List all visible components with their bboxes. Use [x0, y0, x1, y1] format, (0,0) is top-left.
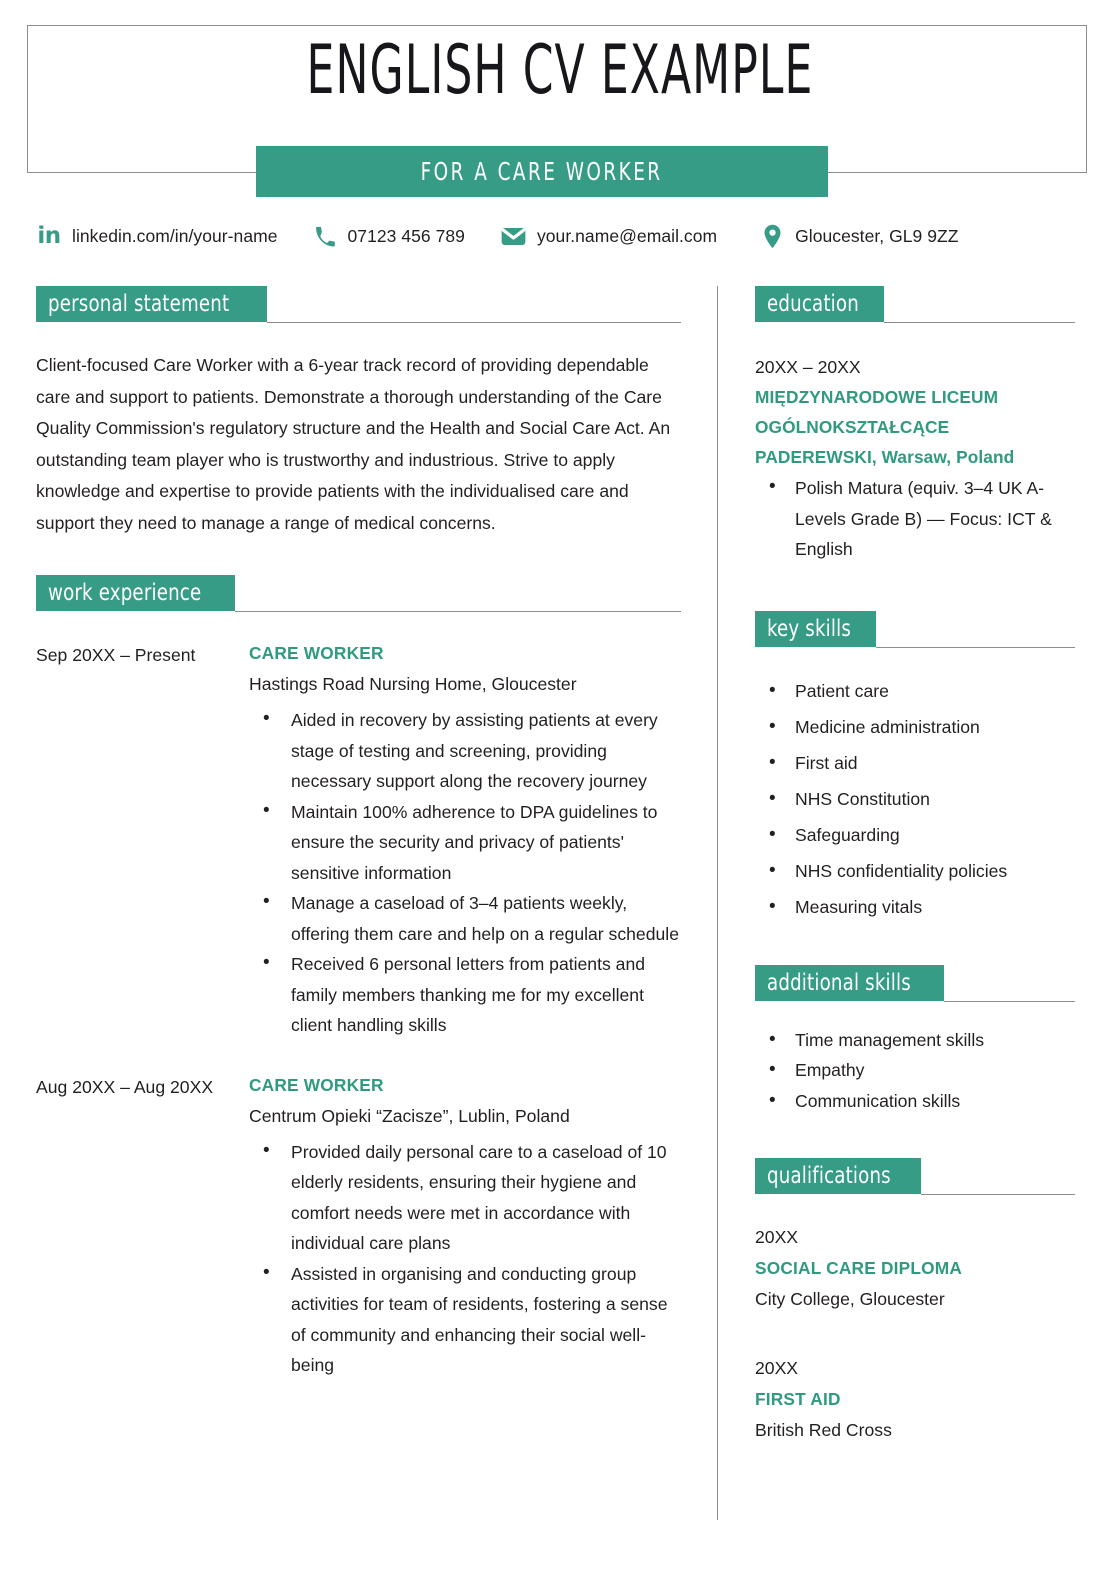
education-years: 20XX – 20XX	[755, 357, 861, 377]
section-title: qualifications	[767, 1163, 891, 1189]
qualification-year: 20XX	[755, 1358, 799, 1378]
job-employer: Hastings Road Nursing Home, Gloucester	[249, 674, 577, 694]
job-title: CARE WORKER	[249, 643, 384, 663]
job-bullet: • Maintain 100% adherence to DPA guidelines to ensure the security and privacy of patients' sensitive information	[249, 797, 681, 889]
education-entry	[755, 352, 1075, 565]
personal-statement-body: Client-focused Care Worker with a 6-year track record of providing dependable care and support to patients. Demonstrate a thorough understanding of the Care Quality Commission's regulatory structure and the Health and Social Care Act. An outstanding team player who is trustworthy and industrious. Strive to apply knowledge and expertise to provide patients with the individualised care and support they need to manage a range of medical concerns.	[36, 355, 671, 533]
contact-linkedin[interactable]	[36, 223, 278, 249]
key-skill-item: • Measuring vitals	[755, 889, 1075, 925]
contact-phone[interactable]	[312, 223, 465, 249]
section-qualifications-heading	[755, 1158, 1075, 1196]
key-skill-item: • Patient care	[755, 673, 1075, 709]
section-tag	[755, 611, 876, 647]
education-school: MIĘDZYNARODOWE LICEUM OGÓLNOKSZTAŁCĄCE PADEREWSKI, Warsaw, Poland	[755, 387, 1015, 467]
job-bullet: • Assisted in organising and conducting group activities for team of residents, fostering a sense of community and enhancing their social well-being	[249, 1259, 681, 1381]
job-employer: Centrum Opieki “Zacisze”, Lublin, Poland	[249, 1105, 570, 1126]
additional-skill-item: • Communication skills	[755, 1086, 1075, 1117]
job-dates: Aug 20XX – Aug 20XX	[36, 1076, 214, 1097]
section-title: key skills	[767, 615, 852, 642]
left-column	[36, 286, 681, 1381]
contact-location-text: Gloucester, GL9 9ZZ	[795, 225, 959, 246]
page-title: ENGLISH CV EXAMPLE	[306, 31, 814, 110]
contact-email[interactable]	[501, 223, 717, 249]
location-pin-icon	[759, 223, 785, 249]
section-key-skills-heading	[755, 611, 1075, 649]
job-details	[249, 1071, 681, 1381]
education-bullet-list	[755, 473, 1075, 565]
contact-bar	[36, 218, 1036, 254]
job-details	[249, 639, 681, 1041]
key-skill-item: • First aid	[755, 745, 1075, 781]
additional-skills-list	[755, 1025, 1075, 1117]
right-column	[755, 286, 1075, 1446]
contact-phone-text: 07123 456 789	[347, 225, 465, 246]
job-dates: Sep 20XX – Present	[36, 645, 196, 665]
additional-skill-item: • Time management skills	[755, 1025, 1075, 1056]
section-rule	[921, 1194, 1075, 1195]
job-bullet-list	[249, 705, 681, 1041]
key-skills-list	[755, 673, 1075, 925]
section-rule	[884, 322, 1075, 323]
job-bullet: • Manage a caseload of 3–4 patients weekly, offering them care and help on a regular schedule	[249, 888, 681, 949]
job-bullet-list	[249, 1137, 681, 1381]
contact-linkedin-text: linkedin.com/in/your-name	[72, 225, 278, 246]
column-divider	[717, 286, 718, 1520]
section-title: personal statement	[48, 291, 230, 317]
contact-location[interactable]	[759, 223, 958, 249]
contact-email-text: your.name@email.com	[536, 225, 718, 246]
key-skill-item: • Medicine administration	[755, 709, 1075, 745]
qualification-org: City College, Gloucester	[755, 1289, 945, 1309]
key-skill-item: • Safeguarding	[755, 817, 1075, 853]
section-rule	[944, 1001, 1075, 1002]
qualification-entry	[755, 1222, 1075, 1315]
qualification-name: SOCIAL CARE DIPLOMA	[755, 1258, 963, 1278]
section-title: additional skills	[767, 969, 911, 996]
job-bullet: • Aided in recovery by assisting patients at every stage of testing and screening, providing necessary support along the recovery journey	[249, 705, 681, 797]
section-tag	[755, 1158, 921, 1194]
section-additional-skills-heading	[755, 965, 1075, 1003]
linkedin-glyph: in	[37, 222, 61, 249]
section-personal-statement-heading	[36, 286, 681, 324]
qualification-name: FIRST AID	[755, 1389, 841, 1409]
section-rule	[267, 322, 681, 323]
section-education-heading	[755, 286, 1075, 324]
additional-skill-item: • Empathy	[755, 1055, 1075, 1086]
section-tag	[36, 286, 267, 322]
subtitle-banner	[256, 146, 828, 197]
job-entry	[36, 639, 681, 1041]
qualification-year: 20XX	[755, 1227, 799, 1247]
key-skill-item: • NHS confidentiality policies	[755, 853, 1075, 889]
section-tag	[755, 965, 944, 1001]
key-skill-item: • NHS Constitution	[755, 781, 1075, 817]
job-entry	[36, 1071, 681, 1381]
section-rule	[235, 611, 681, 612]
education-bullet: • Polish Matura (equiv. 3–4 UK A-Levels Grade B) — Focus: ICT & English	[755, 473, 1075, 565]
subtitle-text: FOR A CARE WORKER	[420, 157, 663, 186]
section-title: education	[767, 291, 859, 317]
section-work-experience-heading	[36, 575, 681, 613]
qualification-org: British Red Cross	[755, 1420, 892, 1440]
job-bullet: • Received 6 personal letters from patients and family members thanking me for my excellent client handling skills	[249, 949, 681, 1041]
section-rule	[876, 647, 1075, 648]
phone-icon	[312, 223, 338, 249]
job-title: CARE WORKER	[249, 1074, 384, 1095]
spacer-work	[36, 539, 681, 575]
section-tag	[36, 575, 235, 611]
job-bullet: • Provided daily personal care to a caseload of 10 elderly residents, ensuring their hygiene and comfort needs were met in accordance with individual care plans	[249, 1137, 681, 1259]
email-icon	[501, 223, 527, 249]
section-title: work experience	[48, 580, 202, 606]
qualification-entry	[755, 1353, 1075, 1446]
linkedin-icon	[36, 223, 62, 249]
section-tag	[755, 286, 884, 322]
